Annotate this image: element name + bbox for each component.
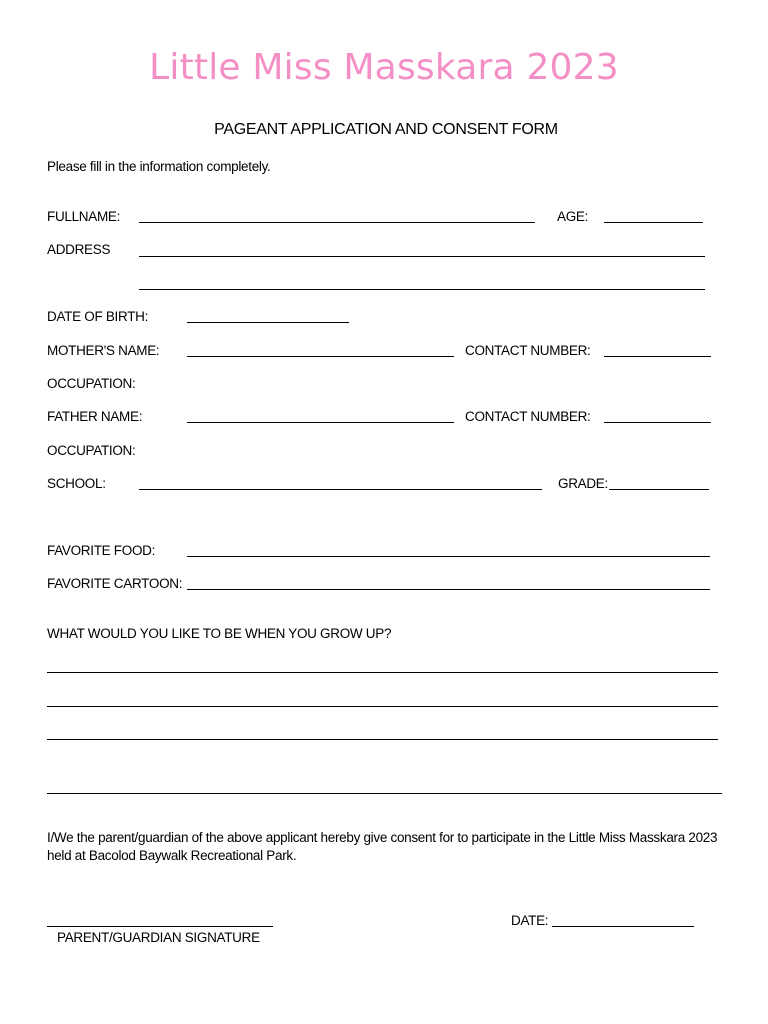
favorite-cartoon-label: FAVORITE CARTOON: bbox=[47, 576, 183, 591]
father-name-field[interactable] bbox=[187, 422, 454, 423]
form-title: Little Miss Masskara 2023 bbox=[149, 47, 619, 88]
grow-up-answer-line-2[interactable] bbox=[47, 706, 718, 707]
mothers-name-field[interactable] bbox=[187, 356, 454, 357]
date-field[interactable] bbox=[552, 926, 694, 927]
grow-up-answer-line-1[interactable] bbox=[47, 672, 718, 673]
mother-contact-label: CONTACT NUMBER: bbox=[465, 343, 591, 358]
father-contact-label: CONTACT NUMBER: bbox=[465, 409, 591, 424]
address-field-line-2[interactable] bbox=[139, 289, 705, 290]
grow-up-answer-line-3[interactable] bbox=[47, 739, 718, 740]
father-contact-field[interactable] bbox=[604, 422, 711, 423]
age-label: AGE: bbox=[557, 209, 589, 224]
date-label: DATE: bbox=[511, 913, 549, 928]
instruction-text: Please fill in the information completely. bbox=[47, 159, 271, 174]
father-occupation-label: OCCUPATION: bbox=[47, 443, 136, 458]
consent-statement: I/We the parent/guardian of the above applicant hereby give consent for to participate in the Little Miss Masskara 2023 held at Bacolod Baywalk Recreational Park. bbox=[47, 830, 718, 863]
grow-up-question-label: WHAT WOULD YOU LIKE TO BE WHEN YOU GROW UP? bbox=[47, 626, 392, 641]
grow-up-answer-line-4[interactable] bbox=[47, 793, 722, 794]
school-label: SCHOOL: bbox=[47, 476, 106, 491]
mother-occupation-label: OCCUPATION: bbox=[47, 376, 136, 391]
age-field[interactable] bbox=[604, 222, 703, 223]
favorite-food-field[interactable] bbox=[187, 556, 710, 557]
father-name-label: FATHER NAME: bbox=[47, 409, 143, 424]
mothers-name-label: MOTHER'S NAME: bbox=[47, 343, 160, 358]
fullname-label: FULLNAME: bbox=[47, 209, 121, 224]
favorite-cartoon-field[interactable] bbox=[187, 589, 710, 590]
grade-label: GRADE: bbox=[558, 476, 608, 491]
favorite-food-label: FAVORITE FOOD: bbox=[47, 543, 156, 558]
fullname-field[interactable] bbox=[139, 222, 535, 223]
signature-field[interactable] bbox=[47, 926, 273, 927]
date-of-birth-label: DATE OF BIRTH: bbox=[47, 309, 149, 324]
school-field[interactable] bbox=[139, 489, 542, 490]
address-field-line-1[interactable] bbox=[139, 256, 705, 257]
grade-field[interactable] bbox=[609, 489, 709, 490]
date-of-birth-field[interactable] bbox=[187, 322, 349, 323]
form-subtitle: PAGEANT APPLICATION AND CONSENT FORM bbox=[214, 121, 558, 138]
signature-label: PARENT/GUARDIAN SIGNATURE bbox=[57, 930, 260, 945]
address-label: ADDRESS bbox=[47, 242, 111, 257]
mother-contact-field[interactable] bbox=[604, 356, 711, 357]
